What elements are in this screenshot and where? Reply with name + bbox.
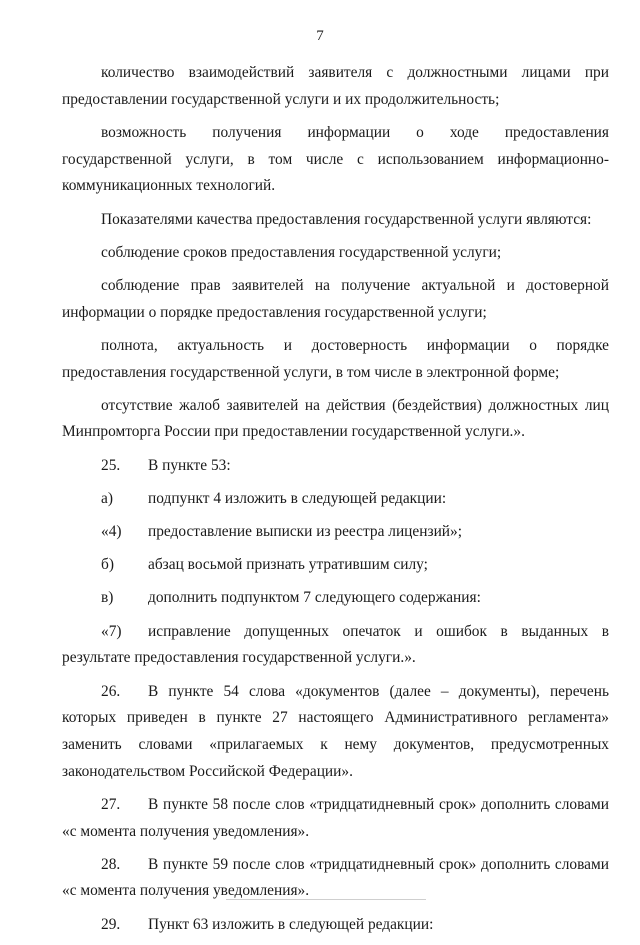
numbered-paragraph bbox=[62, 912, 609, 939]
list-item bbox=[62, 585, 609, 612]
list-item bbox=[62, 486, 609, 513]
list-item bbox=[62, 453, 609, 480]
item-number: 26. bbox=[101, 682, 121, 700]
item-text: подпункт 4 изложить в следующей редакции: bbox=[148, 489, 447, 507]
numbered-paragraph bbox=[62, 679, 609, 786]
item-number: 27. bbox=[101, 795, 121, 813]
paragraph: отсутствие жалоб заявителей на действия (бездействия) должностных лиц Минпромторга России при предоставлении государственной услуги.». bbox=[62, 396, 609, 441]
item-number: «7) bbox=[101, 622, 122, 640]
item-text: В пункте 58 после слов «тридцатидневный срок» дополнить словами «с момента получения уведомления». bbox=[62, 795, 609, 840]
item-number: а) bbox=[101, 489, 113, 507]
paragraph: соблюдение прав заявителей на получение актуальной и достоверной информации о порядке предоставления государственной услуги; bbox=[62, 276, 609, 321]
item-number: в) bbox=[101, 589, 114, 607]
paragraph: возможность получения информации о ходе предоставления государственной услуги, в том числе с использованием информационно-коммуникационных технологий. bbox=[62, 123, 609, 195]
item-number: б) bbox=[101, 556, 114, 574]
document-body bbox=[62, 60, 609, 945]
list-item bbox=[62, 519, 609, 546]
item-text: В пункте 53: bbox=[148, 456, 231, 474]
item-text: В пункте 54 слова «документов (далее – документы), перечень которых приведен в пункте 27 настоящего Административного регламента» заменить словами «прилагаемых к нему документов, предусмотренных законодательством Российской Федерации». bbox=[62, 682, 609, 780]
item-number: 29. bbox=[101, 915, 121, 933]
item-number: 25. bbox=[101, 456, 121, 474]
item-text: Пункт 63 изложить в следующей редакции: bbox=[148, 915, 434, 933]
item-text: исправление допущенных опечаток и ошибок в выданных в результате предоставления государственной услуги.». bbox=[62, 622, 609, 667]
numbered-paragraph bbox=[62, 792, 609, 845]
paragraph: полнота, актуальность и достоверность информации о порядке предоставления государственной услуги, в том числе в электронной форме; bbox=[62, 336, 609, 381]
list-item bbox=[62, 552, 609, 579]
item-number: 28. bbox=[101, 855, 121, 873]
paragraph: количество взаимодействий заявителя с должностными лицами при предоставлении государственной услуги и их продолжительность; bbox=[62, 64, 609, 108]
item-text: абзац восьмой признать утратившим силу; bbox=[148, 556, 428, 574]
item-text: предоставление выписки из реестра лицензий»; bbox=[148, 523, 463, 541]
page-number: 7 bbox=[316, 28, 324, 44]
item-number: «4) bbox=[101, 523, 122, 541]
paragraph: Показателями качества предоставления государственной услуги являются: bbox=[101, 210, 592, 228]
list-item bbox=[62, 619, 609, 672]
numbered-paragraph bbox=[62, 852, 609, 905]
item-text: дополнить подпунктом 7 следующего содержания: bbox=[148, 589, 481, 607]
scan-artifact-line bbox=[226, 899, 426, 900]
item-text: В пункте 59 после слов «тридцатидневный срок» дополнить словами «с момента получения уведомления». bbox=[62, 855, 609, 900]
paragraph: соблюдение сроков предоставления государственной услуги; bbox=[101, 243, 502, 261]
